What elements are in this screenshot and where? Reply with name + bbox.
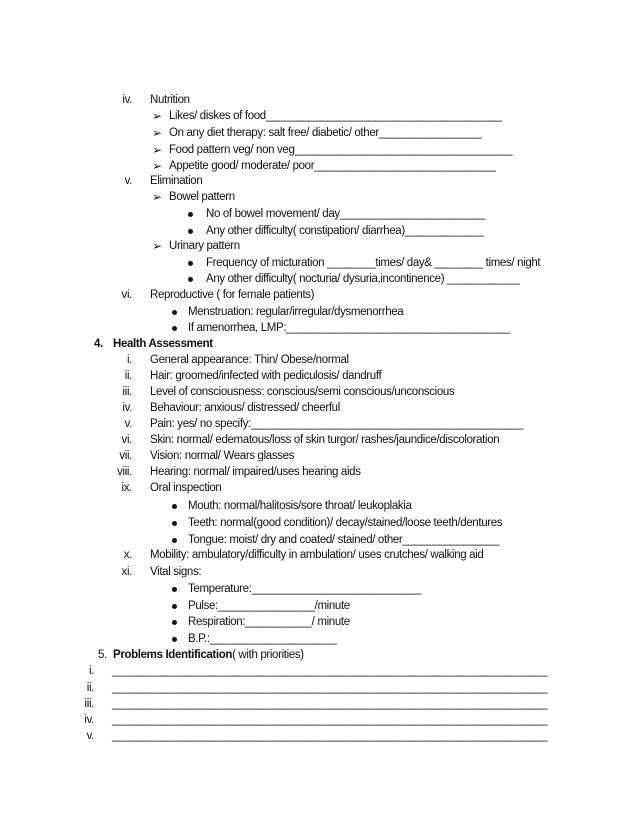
bullet-icon [172,620,177,625]
health-item: Hearing: normal/ impaired/uses hearing aids [150,466,361,478]
reproductive-item: Menstruation: regular/irregular/dysmenorrhea [188,306,404,318]
health-item: General appearance: Thin/ Obese/normal [150,354,349,366]
bullet-icon [172,538,177,543]
nutrition-item: Food pattern veg/ non veg____________________________________ [169,144,513,156]
arrow-bullet-icon: ➢ [152,159,162,173]
section-number: v. [124,175,132,187]
health-item: Pain: yes/ no specify:_____________________________________________ [150,418,524,430]
bowel-item: Any other difficulty( constipation/ diarrhea)_____________ [206,225,484,237]
urinary-item: Any other difficulty( nocturia/ dysuria,incontinence) ____________ [206,273,520,285]
blank-line-number: iii. [84,698,94,710]
bullet-icon [188,277,193,282]
problem-blank-line: ________________________________________________________________________ [112,665,548,677]
arrow-bullet-icon: ➢ [152,190,162,204]
vital-sign-item: Respiration:___________/ minute [188,616,350,628]
blank-line-number: iv. [84,714,94,726]
bowel-item: No of bowel movement/ day________________________ [206,208,485,220]
vital-sign-item: B.P.:_____________________ [188,633,337,645]
blank-line-number: ii. [86,682,94,694]
bullet-icon [188,229,193,234]
bullet-icon [172,587,177,592]
item-number: x. [123,549,132,561]
problem-blank-line: ________________________________________________________________________ [112,714,548,726]
health-item: Vital signs: [150,566,202,578]
vital-sign-item: Pulse:________________/minute [188,600,350,612]
problems-heading: Problems Identification( with priorities) [113,649,304,661]
bullet-icon [188,261,193,266]
section-number: 5. [98,649,107,661]
blank-line-number: v. [86,730,94,742]
bullet-icon [172,637,177,642]
item-number: v. [124,418,132,430]
item-number: i. [126,354,132,366]
oral-item: Mouth: normal/halitosis/sore throat/ leukoplakia [188,500,412,512]
item-number: ix. [121,482,132,494]
bowel-pattern-label: Bowel pattern [169,191,235,203]
bullet-icon [188,212,193,217]
item-number: vi. [121,434,132,446]
health-item: Mobility: ambulatory/difficulty in ambulation/ uses crutches/ walking aid [150,549,484,561]
bullet-icon [172,326,177,331]
reproductive-heading: Reproductive ( for female patients) [150,289,315,301]
health-item: Behaviour: anxious/ distressed/ cheerful [150,402,340,414]
health-item: Oral inspection [150,482,222,494]
vital-sign-item: Temperature:____________________________ [188,583,421,595]
arrow-bullet-icon: ➢ [152,143,162,157]
section-number: 4. [94,338,103,350]
health-assessment-heading: Health Assessment [113,338,213,350]
item-number: vii. [119,450,132,462]
elimination-heading: Elimination [150,175,203,187]
item-number: xi. [121,566,132,578]
reproductive-item: If amenorrhea, LMP:_____________________________________ [188,322,510,334]
health-item: Skin: normal/ edematous/loss of skin turgor/ rashes/jaundice/discoloration [150,434,500,446]
item-number: ii. [124,370,132,382]
urinary-item: Frequency of micturation ________times/ day& ________ times/ night [206,257,541,269]
bullet-icon [172,521,177,526]
health-item: Level of consciousness: conscious/semi conscious/unconscious [150,386,455,398]
problem-blank-line: ________________________________________________________________________ [112,698,548,710]
section-number: vi. [121,289,132,301]
health-item: Hair: groomed/infected with pediculosis/ dandruff [150,370,382,382]
item-number: iii. [122,386,132,398]
nutrition-item: On any diet therapy: salt free/ diabetic/ other_________________ [169,127,482,139]
bullet-icon [172,604,177,609]
section-number: iv. [122,94,132,106]
nutrition-item: Likes/ diskes of food_______________________________________ [169,110,502,122]
problem-blank-line: ________________________________________________________________________ [112,682,548,694]
urinary-pattern-label: Urinary pattern [169,240,240,252]
nutrition-heading: Nutrition [150,94,190,106]
oral-item: Tongue: moist/ dry and coated/ stained/ other________________ [188,534,500,546]
item-number: iv. [122,402,132,414]
blank-line-number: i. [88,665,94,677]
nutrition-item: Appetite good/ moderate/ poor______________________________ [169,160,496,172]
arrow-bullet-icon: ➢ [152,126,162,140]
oral-item: Teeth: normal(good condition)/ decay/stained/loose teeth/dentures [188,517,503,529]
arrow-bullet-icon: ➢ [152,109,162,123]
arrow-bullet-icon: ➢ [152,239,162,253]
bullet-icon [172,310,177,315]
item-number: viii. [117,466,132,478]
problem-blank-line: ________________________________________________________________________ [112,730,548,742]
health-item: Vision: normal/ Wears glasses [150,450,295,462]
bullet-icon [172,504,177,509]
